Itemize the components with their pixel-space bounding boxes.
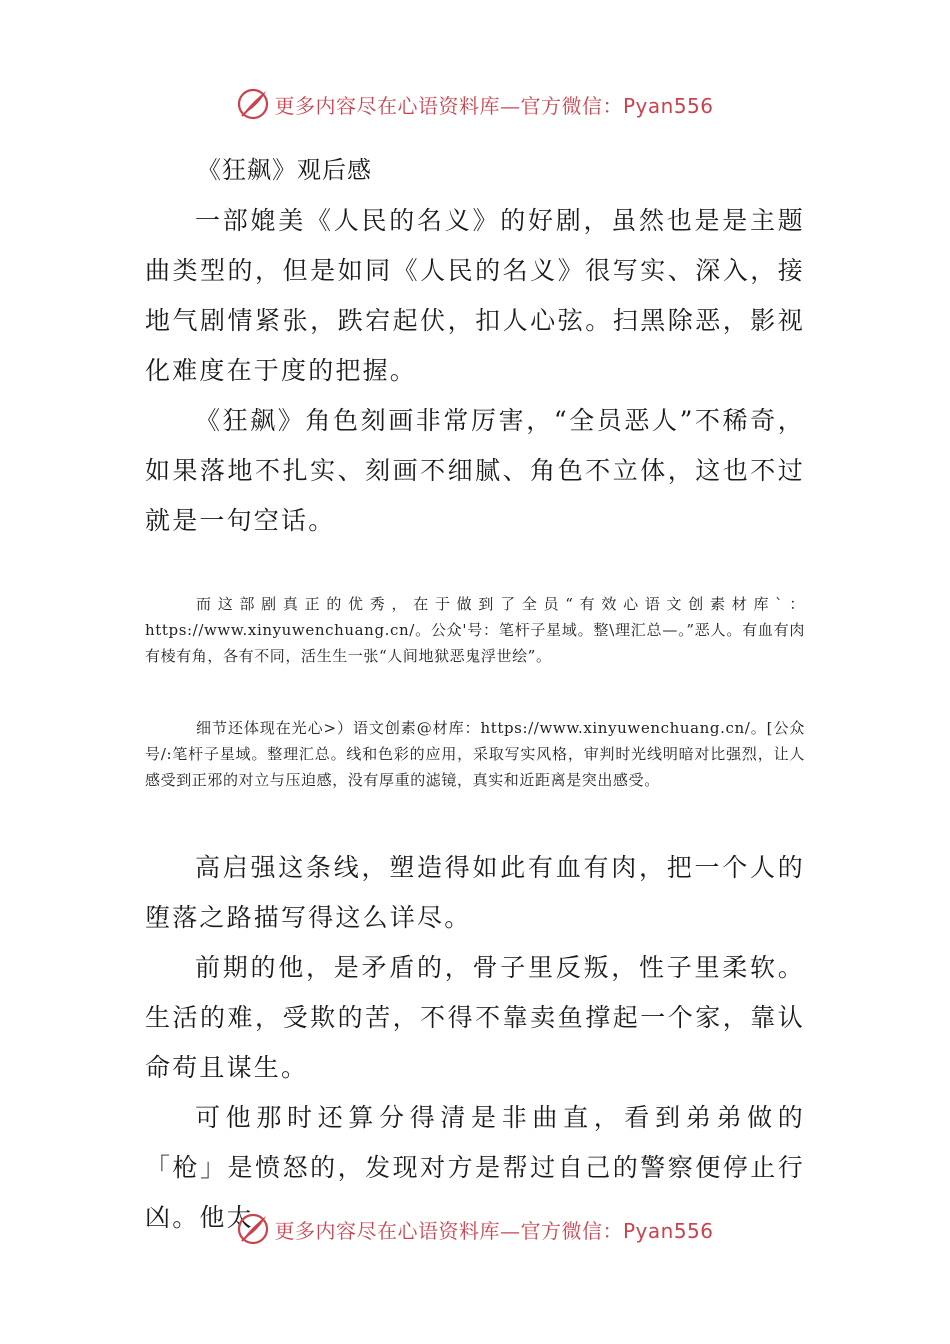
paragraph-4: 前期的他，是矛盾的，骨子里反叛，性子里柔软。生活的难，受欺的苦，不得不靠卖鱼撑起一个家，靠认命苟且谋生。: [145, 953, 805, 1082]
quill-logo-icon: [236, 1212, 270, 1246]
quill-logo-icon: [236, 87, 270, 121]
small-section-2: [145, 715, 805, 793]
small-section-1: [145, 591, 805, 669]
footer-wechat-id: Pyan556: [622, 1218, 714, 1243]
paragraph-3: 高启强这条线，塑造得如此有血有肉，把一个人的堕落之路描写得这么详尽。: [145, 853, 805, 932]
page-title: 《狂飙》观后感: [197, 156, 372, 184]
paragraph-2: 《狂飙》角色刻画非常厉害，“全员恶人”不稀奇，如果落地不扎实、刻画不细腻、角色不立体，这也不过就是一句空话。: [145, 406, 805, 535]
footer-banner: [0, 1209, 950, 1249]
header-wechat-id: Pyan556: [622, 93, 714, 118]
body-section-1: [145, 196, 805, 546]
body-section-2: [145, 843, 805, 1243]
footer-banner-text: 更多内容尽在心语资料库—官方微信：Pyan556: [274, 1218, 714, 1243]
small-paragraph-2: 细节还体现在光心>）语文创素@材库：https://www.xinyuwenchuang.cn/。[公众号/:笔杆子星域。整理汇总。线和色彩的应用，采取写实风格，审判时光线明暗对比强烈，让人感受到正邪的对立与压迫感，没有厚重的滤镜，真实和近距离是突出感受。: [145, 719, 805, 789]
small-paragraph-1: 而这部剧真正的优秀，在于做到了全员“有效心语文创素材库`：https://www.xinyuwenchuang.cn/。公众'号：笔杆子星域。整\理汇总—。”恶人。有血有肉有棱有角，各有不同，活生生一张“人间地狱恶鬼浮世绘”。: [145, 595, 805, 665]
header-banner-text: 更多内容尽在心语资料库—官方微信：Pyan556: [274, 93, 714, 118]
paragraph-1: 一部媲美《人民的名义》的好剧，虽然也是是主题曲类型的，但是如同《人民的名义》很写实、深入，接地气剧情紧张，跌宕起伏，扣人心弦。扫黑除恶，影视化难度在于度的把握。: [145, 206, 805, 385]
paragraph-5: 可他那时还算分得清是非曲直，看到弟弟做的「枪」是愤怒的，发现对方是帮过自己的警察便停止行凶。他太: [145, 1103, 805, 1232]
header-banner: [0, 84, 950, 124]
